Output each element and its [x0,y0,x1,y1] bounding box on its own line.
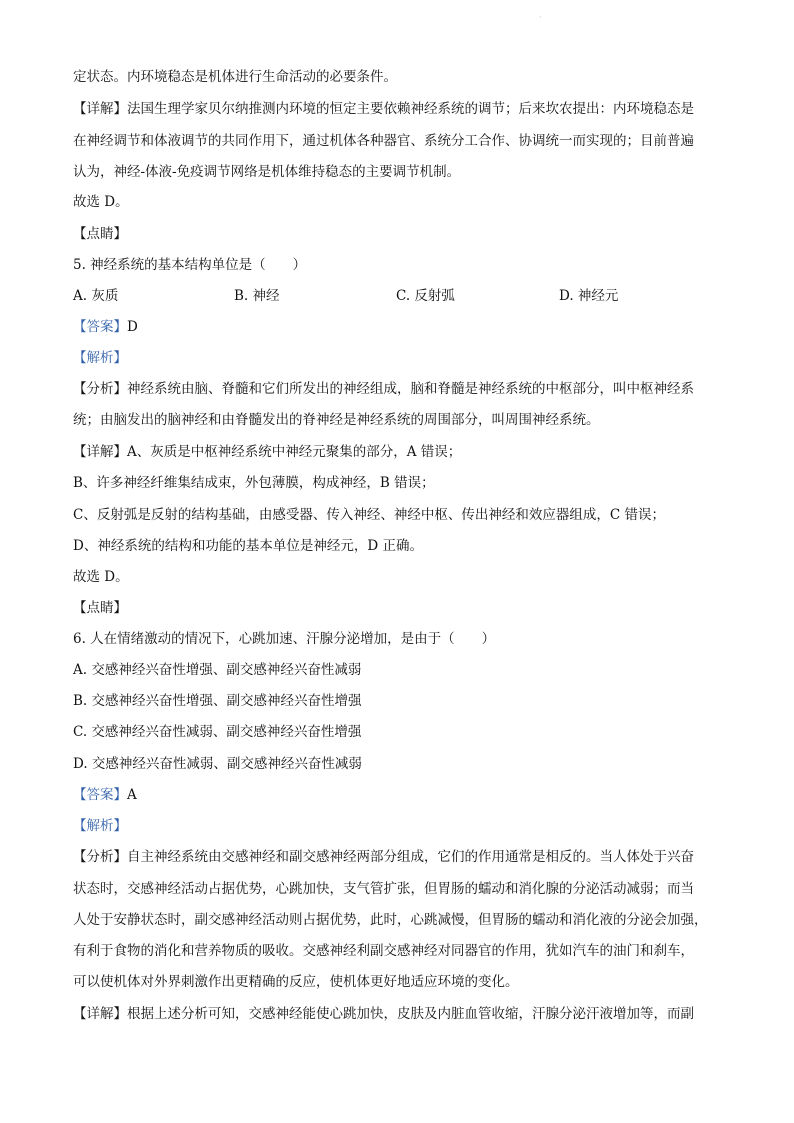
analysis-line [73,848,733,866]
text: A、灰质是中枢神经系统中神经元聚集的部分，A 错误； [127,444,462,460]
text: 根据上述分析可知，交感神经能使心跳加快，皮肤及内脏血管收缩，汗腺分泌汗液增加等，而副 [127,1006,694,1022]
paragraph-line [73,911,733,929]
paragraph-line [73,132,733,150]
text: 5. 神经系统的基本结构单位是（ ） [73,257,307,273]
dianjing-tag [73,225,733,243]
paragraph-line [73,537,733,555]
option-b: B. 神经 [234,288,280,304]
detail-line [73,1005,733,1023]
page-mark: · [539,13,542,22]
option-c: C. 反射弧 [396,288,455,304]
dianjing-tag [73,599,733,617]
choice-line [73,193,733,211]
option-d [73,755,733,773]
text: 【解析】 [73,350,127,366]
paragraph-line [73,163,733,181]
text: C. 交感神经兴奋性减弱、副交感神经兴奋性增强 [73,724,362,740]
text: 在神经调节和体液调节的共同作用下，通过机体各种器官、系统分工合作、协调统一而实现的；目前普遍 [73,133,694,149]
text: C、反射弧是反射的结构基础，由感受器、传入神经、神经中枢、传出神经和效应器组成，C 错误； [73,507,665,523]
text: 法国生理学家贝尔纳推测内环境的恒定主要依赖神经系统的调节；后来坎农提出：内环境稳态是 [127,101,694,117]
paragraph-line [73,68,733,86]
text: 【点睛】 [73,600,127,616]
paragraph-line [73,474,733,492]
answer-value: D [127,319,138,335]
answer-line [73,318,733,336]
text: D、神经系统的结构和功能的基本单位是神经元，D 正确。 [73,538,423,554]
paragraph-line [73,942,733,960]
detail-tag: 【详解】 [73,444,127,460]
text: D. 交感神经兴奋性减弱、副交感神经兴奋性减弱 [73,756,362,772]
text: 人处于安静状态时，副交感神经活动则占据优势，此时，心跳减慢，但胃肠的蠕动和消化液的分泌会加强， [73,912,708,928]
answer-tag: 【答案】 [73,787,127,803]
answer-tag: 【答案】 [73,319,127,335]
fenxi-tag: 【分析】 [73,849,127,865]
fenxi-tag: 【分析】 [73,381,127,397]
text: 有利于食物的消化和营养物质的吸收。交感神经利副交感神经对同器官的作用，犹如汽车的油门和刹车， [73,943,694,959]
option-c [73,723,733,741]
text: B. 交感神经兴奋性增强、副交感神经兴奋性增强 [73,693,362,709]
option-b [73,692,733,710]
text: 统；由脑发出的脑神经和由脊髓发出的脊神经是神经系统的周围部分，叫周围神经系统。 [73,412,600,428]
paragraph-line [73,973,733,991]
detail-line [73,443,733,461]
jiexi-tag [73,349,733,367]
detail-line [73,100,733,118]
jiexi-tag [73,817,733,835]
option-a: A. 灰质 [73,288,119,304]
paragraph-line [73,880,733,898]
paragraph-line [73,411,733,429]
detail-tag: 【详解】 [73,1006,127,1022]
text: 【点睛】 [73,226,127,242]
text: 自主神经系统由交感神经和副交感神经两部分组成，它们的作用通常是相反的。当人体处于兴奋 [127,849,694,865]
question-5-stem [73,256,733,274]
text: 故选 D。 [73,569,129,585]
answer-line [73,786,733,804]
text: B、许多神经纤维集结成束，外包薄膜，构成神经，B 错误； [73,475,435,491]
text: 【解析】 [73,818,127,834]
option-a [73,661,733,679]
detail-tag: 【详解】 [73,101,127,117]
text: 定状态。内环境稳态是机体进行生命活动的必要条件。 [73,69,397,85]
analysis-line [73,380,733,398]
option-d: D. 神经元 [559,288,619,304]
paragraph-line [73,506,733,524]
text: 6. 人在情绪激动的情况下，心跳加速、汗腺分泌增加，是由于（ ） [73,631,496,647]
choice-line [73,568,733,586]
text: A. 交感神经兴奋性增强、副交感神经兴奋性减弱 [73,662,362,678]
answer-value: A [127,787,137,803]
question-6-stem [73,630,733,648]
text: 状态时，交感神经活动占据优势，心跳加快，支气管扩张，但胃肠的蠕动和消化腺的分泌活动减弱；而当 [73,881,694,897]
text: 神经系统由脑、脊髓和它们所发出的神经组成，脑和脊髓是神经系统的中枢部分，叫中枢神经系 [127,381,694,397]
text: 故选 D。 [73,194,129,210]
text: 可以使机体对外界刺激作出更精确的反应，使机体更好地适应环境的变化。 [73,974,519,990]
text: 认为，神经-体液-免疫调节网络是机体维持稳态的主要调节机制。 [73,164,461,180]
